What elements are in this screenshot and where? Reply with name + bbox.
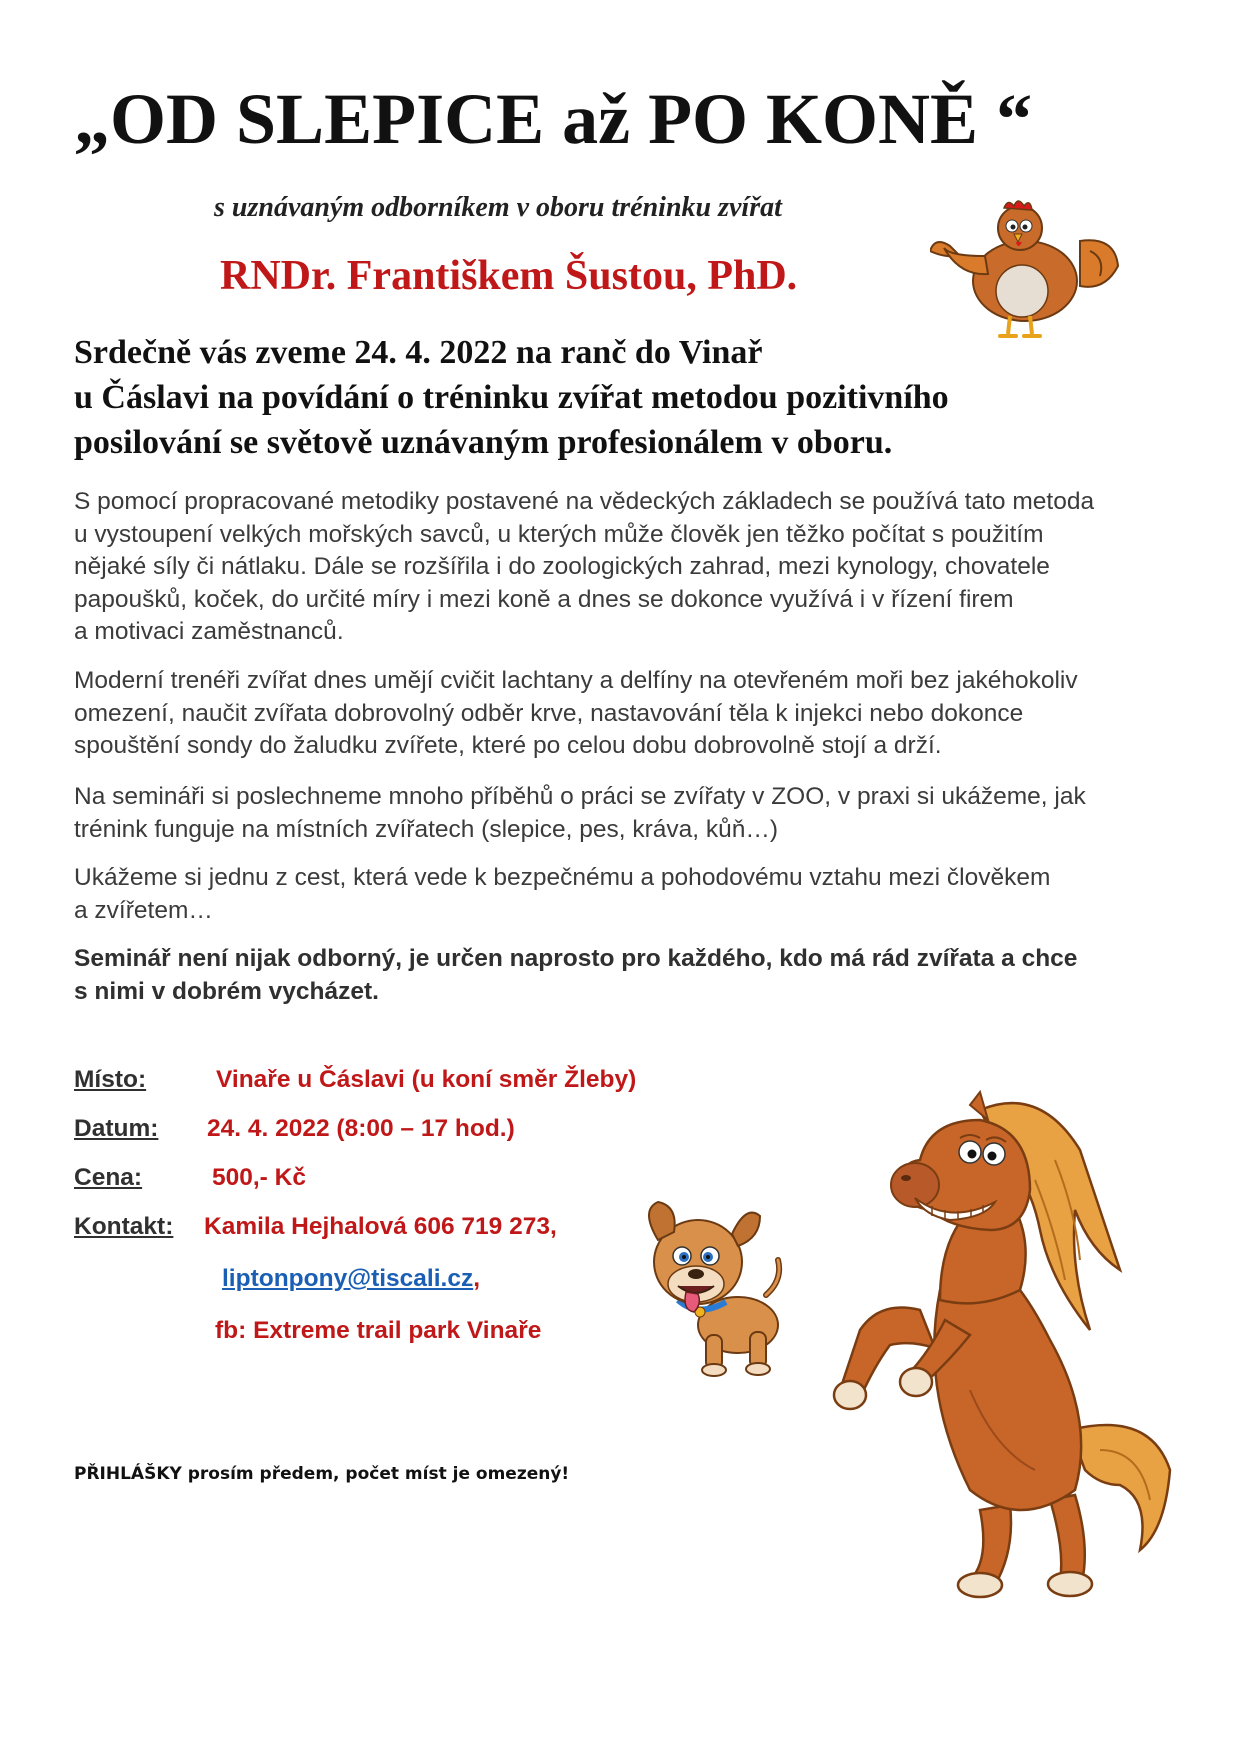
text-line: u vystoupení velkých mořských savců, u kterých může člověk jen těžko počítat s použitím	[74, 520, 1044, 548]
text-line: Moderní trenéři zvířat dnes umějí cvičit lachtany a delfíny na otevřeném moři bez jakéhokoliv	[74, 667, 1078, 694]
date-label: Datum:	[74, 1115, 159, 1142]
text-line: papoušků, koček, do určité míry i mezi koně a dnes se dokonce využívá i v řízení firem	[74, 585, 1014, 613]
text-line: omezení, naučit zvířata dobrovolný odběr krve, nastavování těla k injekci nebo dokonce	[74, 699, 1024, 727]
text-line: a motivaci zaměstnanců.	[74, 618, 344, 645]
invitation	[74, 330, 974, 465]
text-line: S pomocí propracované metodiky postavené na vědeckých základech se používá tato metoda	[74, 488, 1095, 515]
horse-illustration	[820, 1090, 1180, 1600]
facebook-value: fb: Extreme trail park Vinaře	[215, 1317, 542, 1344]
flyer-subtitle: s uznávaným odborníkem v oboru tréninku zvířat	[214, 192, 782, 223]
registration-note: PŘIHLÁŠKY prosím předem, počet míst je omezený!	[74, 1464, 570, 1484]
contact-label: Kontakt:	[74, 1213, 174, 1240]
paragraph-seminar	[74, 781, 1174, 846]
text-line: spouštění sondy do žaludku zvířete, které po celou dobu dobrovolně stojí a drží.	[74, 732, 942, 759]
invitation-line: u Čáslavi na povídání o tréninku zvířat metodou pozitivního	[74, 379, 949, 416]
contact-name: Kamila Hejhalová 606 719 273,	[204, 1213, 557, 1240]
date-value: 24. 4. 2022 (8:00 – 17 hod.)	[207, 1115, 515, 1142]
paragraph-audience	[74, 943, 1174, 1008]
price-label: Cena:	[74, 1164, 143, 1191]
paragraph-method	[74, 486, 1174, 649]
paragraph-relationship	[74, 862, 1174, 927]
place-label: Místo:	[74, 1066, 147, 1093]
speaker-name: RNDr. Františkem Šustou, PhD.	[220, 253, 798, 299]
invitation-line: posilování se světově uznávaným profesionálem v oboru.	[74, 424, 893, 461]
text-line: trénink funguje na místních zvířatech (slepice, pes, kráva, kůň…)	[74, 815, 779, 843]
place-value: Vinaře u Čáslavi (u koní směr Žleby)	[216, 1066, 637, 1093]
text-line: Ukážeme si jednu z cest, která vede k bezpečnému a pohodovému vztahu mezi člověkem	[74, 864, 1051, 891]
price-value: 500,- Kč	[212, 1164, 306, 1191]
text-line: nějaké síly či nátlaku. Dále se rozšířila i do zoologických zahrad, mezi kynology, chovatele	[74, 553, 1050, 580]
email-link[interactable]: liptonpony@tiscali.cz	[222, 1265, 474, 1292]
email-line	[222, 1265, 480, 1293]
chicken-illustration	[930, 196, 1120, 346]
text-line: s nimi v dobrém vycházet.	[74, 977, 379, 1005]
text-line: Na semináři si poslechneme mnoho příběhů o práci se zvířaty v ZOO, v praxi si ukážeme, jak	[74, 783, 1086, 810]
invitation-line: Srdečně vás zveme 24. 4. 2022 na ranč do Vinař	[74, 334, 763, 371]
text-line: Seminář není nijak odborný, je určen naprosto pro každého, kdo má rád zvířata a chce	[74, 945, 1078, 972]
text-line: a zvířetem…	[74, 896, 213, 924]
paragraph-trainers	[74, 665, 1174, 763]
flyer-title: „OD SLEPICE až PO KONĚ “	[74, 79, 1033, 159]
email-suffix: ,	[473, 1265, 481, 1292]
dog-illustration	[638, 1200, 788, 1380]
